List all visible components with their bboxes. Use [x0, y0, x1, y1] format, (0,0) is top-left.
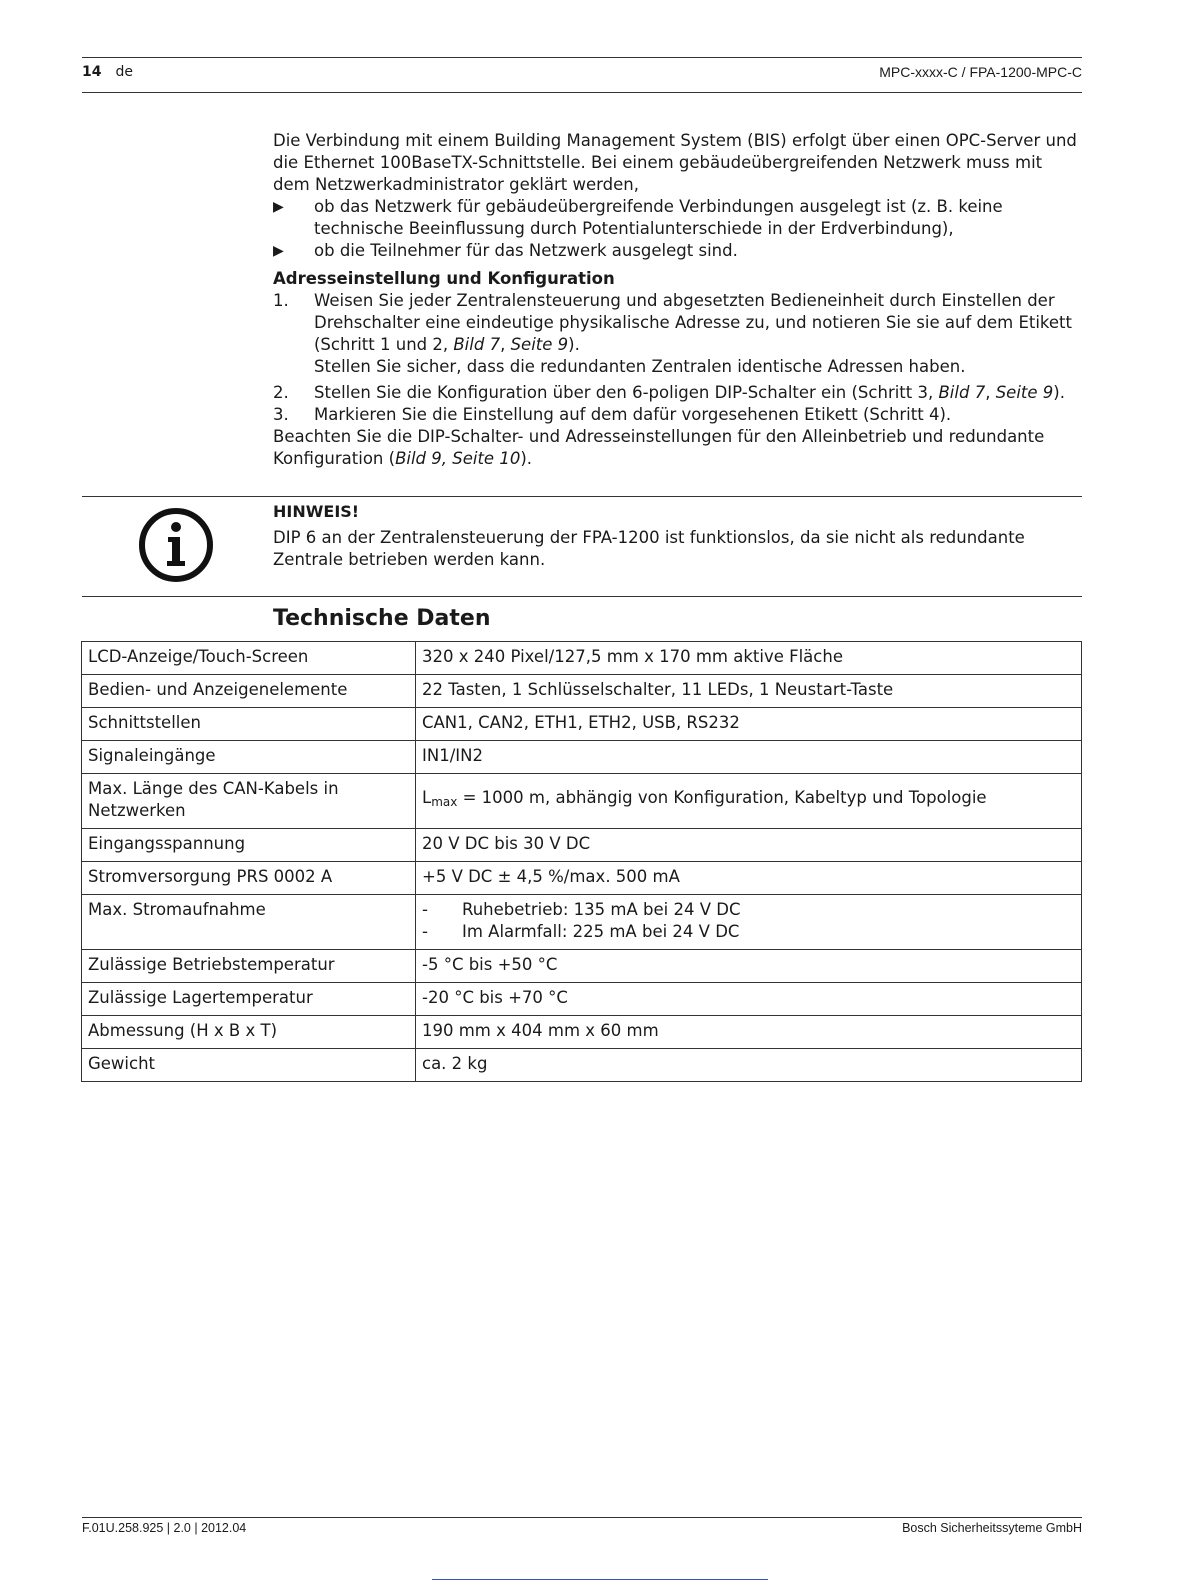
section-title: Technische Daten — [273, 606, 491, 631]
spec-value: +5 V DC ± 4,5 %/max. 500 mA — [416, 862, 1082, 895]
spec-label: Eingangsspannung — [82, 829, 416, 862]
info-icon — [138, 507, 214, 583]
spec-label: Schnittstellen — [82, 708, 416, 741]
spec-value: 320 x 240 Pixel/127,5 mm x 170 mm aktive Fläche — [416, 642, 1082, 675]
spec-label: Zulässige Lagertemperatur — [82, 983, 416, 1016]
page-number: 14 — [82, 64, 102, 80]
spec-value: 20 V DC bis 30 V DC — [416, 829, 1082, 862]
bullet-arrow-icon: ▶ — [273, 243, 284, 259]
table-row — [82, 741, 1082, 774]
specs-table — [81, 641, 1082, 1082]
figure-ref: Bild 7 — [938, 383, 986, 402]
header-top-rule — [82, 57, 1082, 58]
intro-paragraph: Die Verbindung mit einem Building Management System (BIS) erfolgt über einen OPC-Server und die Ethernet 100BaseTX-Schnittstelle. Bei einem gebäudeübergreifenden Netzwerk muss mit dem Netzwerkadministrator geklärt werden, — [273, 131, 1077, 194]
table-row — [82, 642, 1082, 675]
spec-value: -20 °C bis +70 °C — [416, 983, 1082, 1016]
table-row — [82, 829, 1082, 862]
spec-label: Stromversorgung PRS 0002 A — [82, 862, 416, 895]
spec-label: Zulässige Betriebstemperatur — [82, 950, 416, 983]
spec-label: Gewicht — [82, 1049, 416, 1082]
bullet-item: ▶ ob die Teilnehmer für das Netzwerk ausgelegt sind. — [273, 241, 738, 260]
doc-title: MPC-xxxx-C / FPA-1200-MPC-C — [879, 64, 1082, 80]
figure-ref: Bild 7 — [453, 335, 501, 354]
table-row — [82, 1016, 1082, 1049]
table-row — [82, 950, 1082, 983]
spec-value: ca. 2 kg — [416, 1049, 1082, 1082]
notice-bottom-rule — [82, 596, 1082, 597]
page-ref: Seite 9 — [995, 383, 1054, 402]
table-row — [82, 1049, 1082, 1082]
spec-label: Abmessung (H x B x T) — [82, 1016, 416, 1049]
spec-value: IN1/IN2 — [416, 741, 1082, 774]
table-row — [82, 708, 1082, 741]
table-row — [82, 774, 1082, 829]
spec-label: Max. Länge des CAN-Kabels in Netzwerken — [82, 774, 416, 829]
notice-title: HINWEIS! — [273, 502, 360, 521]
header-bottom-rule — [82, 92, 1082, 93]
spec-value: CAN1, CAN2, ETH1, ETH2, USB, RS232 — [416, 708, 1082, 741]
config-step-1: 1. Weisen Sie jeder Zentralensteuerung und abgesetzten Bedieneinheit durch Einstellen der Drehschalter eine eindeutige physikalische Adresse zu, und notieren Sie sie auf dem Etikett (Schritt 1 und 2, Bild 7, Seite 9). Stellen Sie sicher, dass die redundanten Zentralen identische Adressen haben. — [273, 291, 1072, 376]
list-item: - Im Alarmfall: 225 mA bei 24 V DC — [422, 922, 740, 941]
spec-value — [416, 895, 1082, 950]
table-row — [82, 895, 1082, 950]
bullet-item: ▶ ob das Netzwerk für gebäudeübergreifende Verbindungen ausgelegt ist (z. B. keine technische Beeinflussung durch Potentialunterschiede in der Erdverbindung), — [273, 197, 1003, 238]
figure-ref: Bild 9, Seite 10 — [395, 449, 521, 468]
intro-section — [273, 130, 1083, 470]
page-ref: Seite 9 — [510, 335, 569, 354]
footer-doc-id: F.01U.258.925 | 2.0 | 2012.04 — [82, 1521, 247, 1535]
table-row — [82, 983, 1082, 1016]
footer-rule — [82, 1517, 1082, 1518]
spec-label: LCD-Anzeige/Touch-Screen — [82, 642, 416, 675]
header-left — [82, 64, 133, 80]
spec-label: Max. Stromaufnahme — [82, 895, 416, 950]
bullet-arrow-icon: ▶ — [273, 199, 284, 215]
spec-value: 190 mm x 404 mm x 60 mm — [416, 1016, 1082, 1049]
notice-top-rule — [82, 496, 1082, 497]
spec-value: $L_{max} = 1000$ m, abhängig von Konfiguration, Kabeltyp und Topologie — [416, 774, 1082, 829]
notice-text: DIP 6 an der Zentralensteuerung der FPA-1200 ist funktionslos, da sie nicht als redundante Zentrale betrieben werden kann. — [273, 528, 1025, 569]
config-closing: Beachten Sie die DIP-Schalter- und Adresseinstellungen für den Alleinbetrieb und redundante Konfiguration (Bild 9, Seite 10). — [273, 427, 1045, 468]
spec-label: Signaleingänge — [82, 741, 416, 774]
config-step-2: 2. Stellen Sie die Konfiguration über den 6-poligen DIP-Schalter ein (Schritt 3, Bild 7, Seite 9). — [273, 383, 1065, 402]
language-code: de — [115, 64, 133, 80]
list-item: - Ruhebetrieb: 135 mA bei 24 V DC — [422, 900, 741, 919]
footer-company: Bosch Sicherheitssyteme GmbH — [902, 1521, 1082, 1535]
spec-value: -5 °C bis +50 °C — [416, 950, 1082, 983]
config-heading: Adresseinstellung und Konfiguration — [273, 269, 615, 288]
spec-value: 22 Tasten, 1 Schlüsselschalter, 11 LEDs, 1 Neustart-Taste — [416, 675, 1082, 708]
spec-label: Bedien- und Anzeigenelemente — [82, 675, 416, 708]
bottom-link-line — [432, 1579, 768, 1580]
config-step-3: 3. Markieren Sie die Einstellung auf dem dafür vorgesehenen Etikett (Schritt 4). — [273, 405, 952, 424]
table-row — [82, 675, 1082, 708]
table-row — [82, 862, 1082, 895]
